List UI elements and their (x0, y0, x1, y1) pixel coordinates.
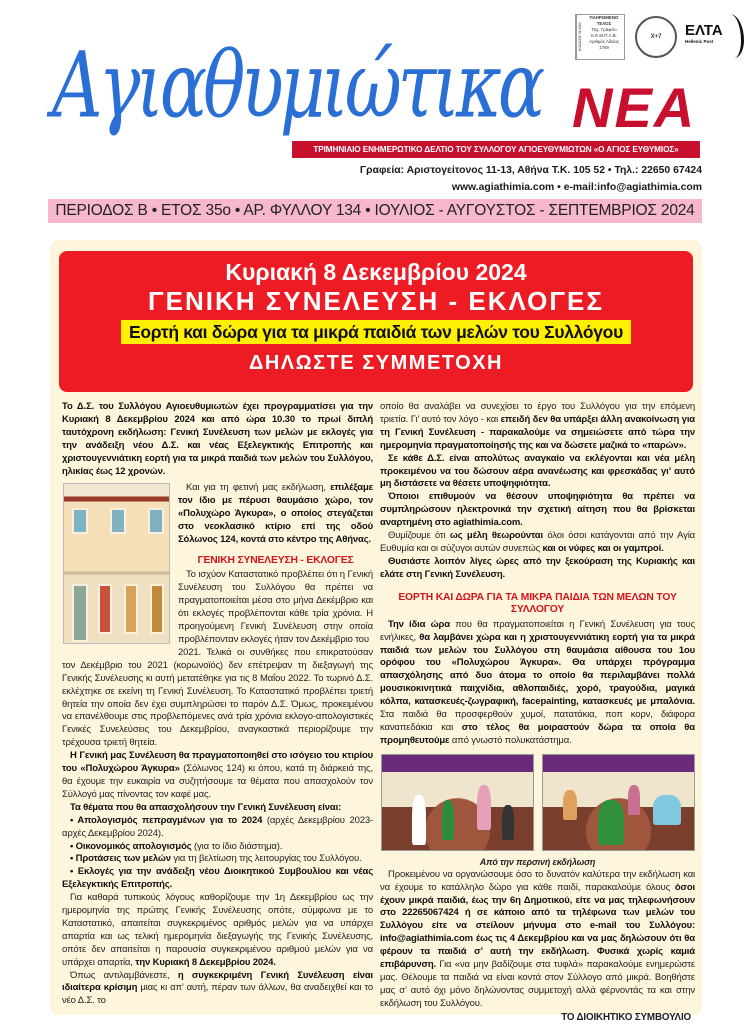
bold-text: Σε κάθε Δ.Σ. είναι απολύτως αναγκαίο να εκλέγονται και νέα μέλη προκειμένου να του δώσουν αέρα ανανέωσης και φρεσκάδας γι’ αυτό μη διστάσετε να θέσετε υποψηφιότητα. (380, 452, 695, 490)
event-highlight: Εορτή και δώρα για τα μικρά παιδιά των μελών του Συλλόγου (121, 320, 631, 344)
text: Στα παιδιά θα προσφερθούν χυμοί, πατατάκια, ποπ κορν, διάφορα καναπεδάκια και (380, 709, 695, 733)
paragraph (380, 619, 695, 748)
bold-text: θα λαμβάνει χώρα και η χριστουγεννιάτικη εορτή για τα μικρά παιδιά των μελών του Συλλόγου στη θαυμάσια αίθουσα του 1ου ορόφου του «Πολυχώρου Άγκυρα». Θα υπάρχει πρόγραμμα απασχόλησης από δυο άτομα το οποίο θα περιλαμβάνει πολλά μουσικοκινητικά παιχνίδια, αθλοπαιδιές, χορό, τραγούδια, μαγικά κόλπα, κατασκευές-ζωγραφική, facepainting, κατασκευές με μπαλόνια. (380, 631, 695, 708)
lead-paragraph (62, 401, 373, 478)
bold-text: • Οικονομικός απολογισμός (70, 840, 192, 852)
text: Το ισχύον Καταστατικό προβλέπει ότι η Γενική Συνέλευση του Συλλόγου θα πρέπει να πραγματοποιείται μέσα στο μήνα Δεκέμβριο και ότι εκλογές προβλέπονται κάθε τρία χρόνια. Η προηγούμενη Γενική Συνέλευση στην οποία προβλέπονταν εκλογές ήταν τον Δεκέμβριο του (178, 569, 373, 645)
paragraph (380, 491, 695, 530)
paragraph (380, 401, 695, 453)
masthead-title: Αγιαθυμιώτικα (52, 32, 542, 139)
section-heading-assembly: ΓΕΝΙΚΗ ΣΥΝΕΛΕΥΣΗ - ΕΚΛΟΓΕΣ (197, 554, 354, 566)
text: μιας κι απ’ αυτή, πέραν των άλλων, θα αναδειχθεί και το νέο Δ.Σ. το (62, 982, 373, 1007)
text: Και για τη φετινή μας εκδήλωση, (186, 482, 331, 494)
contact-info (360, 162, 702, 196)
photo-caption: Από την περσινή εκδήλωση (479, 856, 596, 867)
bold-text: • Εκλογές για την ανάδειξη νέου Διοικητικού Συμβουλίου και νέας Εξελεγκτικής Επιτροπής. (62, 866, 373, 891)
bold-text: επιλέξαμε τον ίδιο με πέρυσι θαυμάσιο χώρο, τον «Πολυχώρο Άγκυρα», ο οποίος στεγάζεται στο νεοκλασικό κτίριο επί της οδού Σόλωνος 124, κοντά στο κέντρο της Αθήνας. (178, 482, 373, 546)
assembly-paragraphs (380, 401, 695, 582)
signature: ΤΟ ΔΙΟΙΚΗΤΙΚΟ ΣΥΜΒΟΥΛΙΟ (561, 1011, 691, 1023)
text: 2021. Τελικά οι συνθήκες που επικρατούσαν τον Δεκέμβριο του 2021 (κορωνοϊός) δεν επέτρεψαν τη διεξαγωγή της Γενικής Συνέλευσης κι αυτή μετατέθηκε για τις 8 Μαΐου 2022. Το τωρινό Δ.Σ. εκλέχτηκε σε εκείνη τη Γενική Συνέλευση. Το Καταστατικό προβλέπει τριετή θητεία την οποία δεν έχει συμπληρώσει το παρόν Δ.Σ. Όμως, προκειμένου να επανέλθουμε στις προβλεπόμενες ανά τρία χρόνια εκλογο-απολογιστικές Γενικές Συνελεύσεις του Δεκεμβρίου, αναγκαστικά περιορίζουμε την τρέχουσα τριετή θητεία. (62, 646, 373, 749)
text: Θυμίζουμε ότι (388, 530, 450, 542)
text: (αρχές Δεκεμβρίου 2023-αρχές Δεκεμβρίου 2024). (62, 814, 373, 839)
right-column (380, 401, 695, 1024)
text: για τη βελτίωση της λειτουργίας του Συλλόγου. (170, 853, 362, 865)
registration-paragraph (380, 869, 695, 1011)
bold-text: Το Δ.Σ. του Συλλόγου Αγιοευθυμιωτών έχει προγραμματίσει για την Κυριακή 8 Δεκεμβρίου 2024 και από ώρα 10.30 το πρωί διπλή ταυτόχρονη εκδήλωση: Γενική Συνέλευση των μελών με εκλογές για την ανάδειξη νέου Δ.Σ. και νέας Εξελεγκτικής Επιτροπής και χριστουγεννιάτικη εορτή για τα μικρά παιδιά των μελών του Συλλόγου, ηλικίας έως 12 χρονών. (62, 401, 373, 477)
bold-text: ως μέλη θεωρούνται (449, 530, 543, 542)
paragraph (380, 869, 695, 1011)
event-photos (380, 754, 695, 854)
paragraph (380, 453, 695, 492)
left-column (62, 401, 373, 1008)
hermes-logo-icon (720, 14, 744, 58)
text: (για το ίδιο διάστημα). (191, 840, 283, 852)
text: που θα πραγματοποιείται η Γενική Συνέλευση για τους ενήλικες, (380, 618, 696, 643)
paragraph (62, 401, 373, 478)
press-post-stamp: X+7 (635, 16, 677, 58)
paragraph (62, 802, 373, 815)
permit-line: Ταχ. Γραφείο (591, 27, 617, 32)
elta-name: ΕΛΤΑ (685, 22, 723, 39)
postage-marks (575, 14, 745, 76)
permit-line: Αριθμός Αδείας (589, 39, 619, 44)
children-event-paragraph (380, 619, 695, 748)
paragraph (62, 853, 373, 866)
paragraph (62, 647, 373, 750)
paragraph (62, 841, 373, 854)
left-column-text (62, 647, 373, 1008)
permit-code: ΚΩΔΙΚΟΣ 014084 (576, 15, 583, 59)
paragraph (62, 892, 373, 969)
paragraph (62, 866, 373, 892)
masthead-accent: ΝΕΑ (572, 76, 697, 139)
event-date: Κυριακή 8 Δεκεμβρίου 2024 (225, 259, 527, 285)
bold-text: και οι νύφες και οι γαμπροί. (542, 542, 664, 554)
event-photo-1 (381, 754, 534, 851)
text: (Σόλωνος 124) κι όπου, κατά τη διάρκειά της, θα έχουμε την ευκαιρία να συζητήσουμε τα θέματα που απασχολούν τον Σύλλογό μας πίνοντας τον καφέ μας. (62, 763, 373, 800)
permit-line: ΤΕΛΟΣ (596, 21, 612, 26)
paragraph (380, 556, 695, 582)
bold-text: Την ίδια ώρα (388, 618, 450, 630)
building-photo (63, 483, 170, 644)
bold-text: • Προτάσεις των μελών (70, 853, 171, 865)
text: Για καθαρά τυπικούς λόγους καθορίζουμε την 1η Δεκεμβρίου ως την ημερομηνία της πρώτης Γενικής Συνέλευσης οπότε, σύμφωνα με το Καταστατικό, απαιτείται συγκεκριμένος αριθμός μελών για να υπάρχει απαρτία και ως τελική ημερομηνία διεξαγωγής της Γενικής Συνέλευσης, οπότε δεν απαιτείται η παρουσία συγκεκριμένου αριθμού μελών για να υπάρχει απαρτία, (62, 892, 373, 968)
paragraph (62, 970, 373, 1009)
event-photo-2 (542, 754, 695, 851)
text: οποίο θα αναλάβει να συνεχίσει το έργο του Συλλόγου για την επόμενη τριετία. Γι’ αυτό τον λόγο - και (380, 401, 695, 425)
paragraph (62, 815, 373, 841)
bold-text: η συγκεκριμένη Γενική Συνέλευση είναι ιδιαίτερα κρίσιμη (62, 969, 373, 994)
headline-banner (59, 251, 693, 392)
bold-text: Τα θέματα που θα απασχολήσουν την Γενική Συνέλευση είναι: (70, 801, 342, 813)
text: Για «να μην βαδίζουμε στα τυφλά» παρακαλούμε ενημερώστε μας. Θέλουμε τα παιδιά να είναι κοντά στον Σύλλογο από μικρά. Βοηθήστε μας σ’ αυτό όχι μόνο δηλώνοντας συμμετοχή αλλά φέρνοντάς τα και στην εκδήλωση του Συλλόγου. (380, 959, 695, 1009)
bold-text: Η Γενική μας Συνέλευση θα πραγματοποιηθεί στο ισόγειο του κτιρίου του «Πολυχώρου Άγκυρα» (62, 750, 373, 775)
bold-text: • Απολογισμός πεπραγμένων για το 2024 (70, 814, 263, 826)
bold-text: την Κυριακή 8 Δεκεμβρίου 2024. (135, 956, 276, 968)
address-line: Γραφεία: Αριστογείτονος 11-13, Αθήνα Τ.Κ. 105 52 • Τηλ.: 22650 67424 (359, 165, 702, 176)
bold-text: όσοι έχουν μικρά παιδιά, έως την 6η Δημοτικού, είτε να μας τηλεφωνήσουν στο 22265067424 ή σε κάποιο από τα τηλέφωνα των μελών του Συλλόγου είτε να στείλουν μήνυμα στο e-mail του Συλλόγου: info@agiathimia.com έως τις 4 Δεκεμβρίου και να μας δηλώσουν ότι θα φέρουν τα παιδιά σ’ αυτή την εκδήλωση. Φυσικά χωρίς καμιά επιβάρυνση. (380, 881, 695, 971)
elta-logo (685, 22, 723, 44)
bold-text: επειδή δεν θα υπάρξει άλλη ανακοίνωση για τη Γενική Συνέλευση - παρακαλούμε να σημειώσετε από τώρα την ημερομηνία πραγματοποίησής της και να δώσετε μαζικά το «παρών». (380, 413, 695, 451)
permit-line: ΠΛΗΡΩΜΕΝΟ (589, 15, 619, 20)
web-email-line: www.agiathimia.com • e-mail:info@agiathimia.com (451, 182, 702, 193)
text: όλοι όσοι κατάγονται από την Αγία Ευθυμία και οι σύζυγοι αυτών συνεπώς (380, 530, 695, 554)
permit-line: Κ.Ε.Μ.Π.Α.Β. (591, 33, 617, 38)
text: Προκειμένου να οργανώσουμε όσο το δυνατόν καλύτερα την εκδήλωση και να έχουμε το κατάλληλο δώρο για κάθε παιδί, παρακαλούμε όλους (380, 868, 695, 893)
paragraph (62, 750, 373, 802)
postage-paid-permit (575, 14, 625, 60)
section-heading-children: ΕΟΡΤΗ ΚΑΙ ΔΩΡΑ ΓΙΑ ΤΑ ΜΙΚΡΑ ΠΑΙΔΙΑ ΤΩΝ ΜΕΛΩΝ ΤΟΥ ΣΥΛΛΟΓΟΥ (398, 591, 677, 616)
bold-text: στο τέλος θα μοιραστούν δώρα τα οποία θα προμηθευτούμε (380, 721, 695, 746)
bold-text: Θυσιάστε λοιπόν λίγες ώρες από την ξεκούραση της Κυριακής και ελάτε στη Γενική Συνέλευση. (380, 555, 695, 580)
text: από γνωστό πολυκατάστημα. (449, 734, 572, 746)
event-headline: ΓΕΝΙΚΗ ΣΥΝΕΛΕΥΣΗ - ΕΚΛΟΓΕΣ (148, 286, 604, 316)
paragraph (380, 530, 695, 556)
masthead-subtitle: ΤΡΙΜΗΝΙΑΙΟ ΕΝΗΜΕΡΩΤΙΚΟ ΔΕΛΤΙΟ ΤΟΥ ΣΥΛΛΟΓΟΥ ΑΓΙΟΕΥΘΥΜΙΩΤΩΝ «Ο ΑΓΙΟΣ ΕΥΘΥΜΙΟΣ» (292, 141, 700, 158)
bold-text: Όποιοι επιθυμούν να θέσουν υποψηφιότητα θα πρέπει να συμπληρώσουν ηλεκτρονικά την σχετική αίτηση που θα βρίσκεται αναρτημένη στο agiathimia.com. (380, 491, 695, 529)
text: Όπως αντιλαμβάνεστε, (70, 969, 178, 981)
permit-line: 1769 (599, 45, 609, 50)
issue-info-bar: ΠΕΡΙΟΔΟΣ Β • ΕΤΟΣ 35ο • ΑΡ. ΦΥΛΛΟΥ 134 • ΙΟΥΛΙΟΣ - ΑΥΓΟΥΣΤΟΣ - ΣΕΠΤΕΜΒΡΙΟΣ 2024 (48, 199, 702, 223)
elta-subtitle: Hellenic Post (685, 39, 714, 44)
call-to-action: ΔΗΛΩΣΤΕ ΣΥΜΜΕΤΟΧΗ (248, 352, 503, 374)
